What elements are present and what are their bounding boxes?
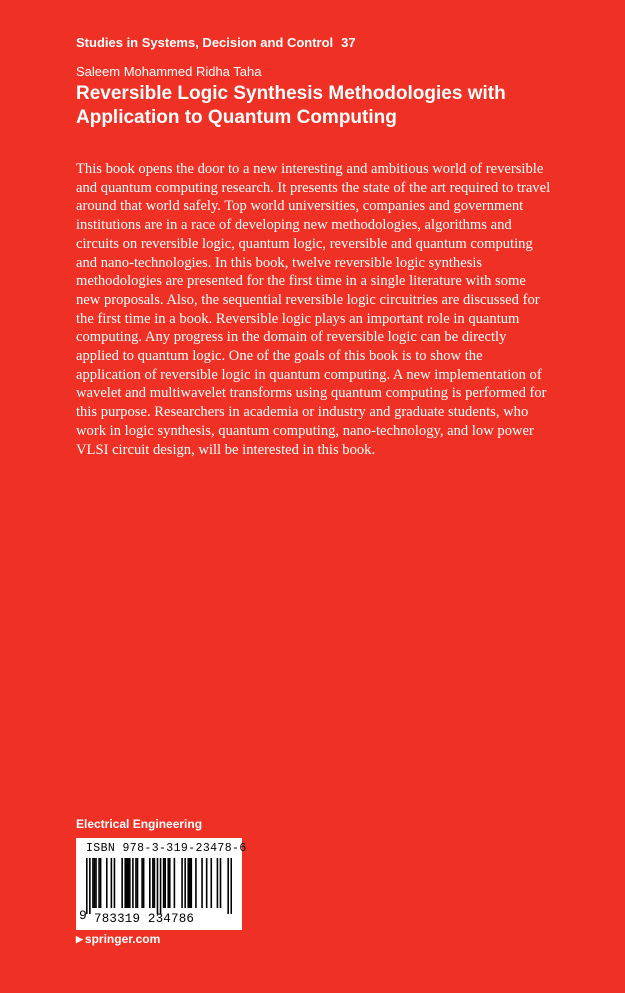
barcode-bar [157, 858, 159, 914]
barcode-bar [137, 858, 139, 908]
barcode-bar [217, 858, 219, 908]
barcode-bar [206, 858, 208, 908]
barcode-bar [106, 858, 108, 908]
publisher-link[interactable] [76, 932, 160, 946]
barcode-bar [167, 858, 169, 908]
barcode-bar [191, 858, 193, 908]
barcode-bar [227, 858, 229, 914]
barcode-bar [230, 858, 232, 914]
barcode-bar [127, 858, 129, 908]
barcode-bar [164, 858, 166, 908]
barcode-bar [160, 858, 162, 914]
barcode-bar [121, 858, 123, 908]
barcode-bar [149, 858, 151, 908]
barcode-bar [100, 858, 102, 908]
barcode-bar [95, 858, 97, 908]
publisher-site[interactable]: springer.com [84, 932, 161, 946]
barcode-bar [220, 858, 222, 908]
barcode-bar [89, 858, 91, 914]
barcode-bar [201, 858, 203, 908]
barcode-bar [141, 858, 143, 908]
barcode-bar [111, 858, 113, 908]
barcode-bars [86, 858, 232, 914]
isbn-barcode [76, 838, 247, 930]
series-line [76, 35, 356, 50]
barcode-bar [163, 858, 165, 908]
barcode-bar [181, 858, 183, 908]
subject-category: Electrical Engineering [76, 817, 203, 831]
ean-digits: 783319 234786 [94, 912, 195, 926]
barcode-bar [210, 858, 212, 908]
barcode-bar [129, 858, 131, 908]
barcode-bar [189, 858, 191, 908]
barcode-bar [174, 858, 176, 908]
triangle-right-icon: ▶ [76, 934, 83, 944]
barcode-bar [114, 858, 116, 908]
series-volume: 37 [341, 35, 356, 50]
ean-lead-digit: 9 [79, 908, 87, 923]
barcode-bar [132, 858, 134, 908]
barcode-bar [92, 858, 94, 908]
barcode-bar [152, 858, 154, 908]
author-name: Saleem Mohammed Ridha Taha [76, 64, 262, 79]
barcode-bar [98, 858, 100, 908]
series-name: Studies in Systems, Decision and Control [76, 35, 334, 50]
isbn-label: ISBN 978-3-319-23478-6 [86, 842, 247, 855]
barcode-bar [169, 858, 171, 908]
barcode-bar [94, 858, 96, 908]
barcode-bar [154, 858, 156, 908]
barcode-bar [135, 858, 137, 908]
barcode-bar [86, 858, 88, 914]
barcode-bar [184, 858, 186, 908]
barcode-bar [187, 858, 189, 908]
barcode-bar [126, 858, 128, 908]
barcode-bar [124, 858, 126, 908]
barcode-bar [195, 858, 197, 908]
book-title: Reversible Logic Synthesis Methodologies with Application to Quantum Computing [76, 83, 506, 128]
book-description: This book opens the door to a new interesting and ambitious world of reversible and quantum computing research. It presents the state of the art required to travel around that world safely. Top world universities, companies and government institutions are in a race of developing new methodologies, algorithms and circuits on reversible logic, quantum logic, reversible and quantum computing and nano-technologies. In this book, twelve reversible logic synthesis methodologies are presented for the first time in a single literature with some new proposals. Also, the sequential reversible logic circuitries are discussed for the first time in a book. Reversible logic plays an important role in quantum computing. Any progress in the domain of reversible logic can be directly applied to quantum logic. One of the goals of this book is to show the application of reversible logic in quantum computing. A new implementation of wavelet and multiwavelet transforms using quantum computing is performed for this purpose. Researchers in academia or industry and graduate students, who work in logic synthesis, quantum computing, nano-technology, and low power VLSI circuit design, will be interested in this book. [76, 161, 551, 458]
barcode-bar [143, 858, 145, 908]
